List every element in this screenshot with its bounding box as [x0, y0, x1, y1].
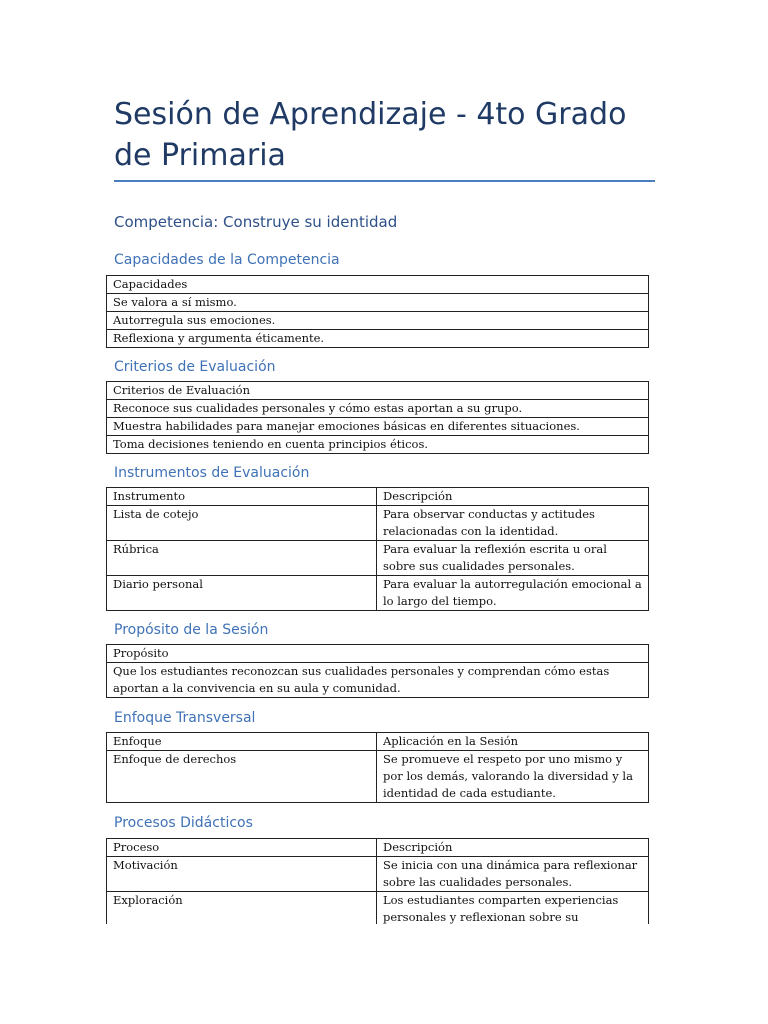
proposito-table [106, 644, 649, 698]
criterios-table [106, 381, 649, 454]
table-header-cell: Aplicación en la Sesión [377, 733, 649, 751]
capacidades-heading: Capacidades de la Competencia [114, 252, 340, 268]
criterios-heading: Criterios de Evaluación [114, 359, 276, 375]
table-cell: Los estudiantes comparten experiencias personales y reflexionan sobre su [377, 892, 649, 925]
table-row [107, 294, 649, 312]
table-cell: Se inicia con una dinámica para reflexionar sobre las cualidades personales. [377, 857, 649, 892]
table-cell: Reflexiona y argumenta éticamente. [107, 330, 649, 348]
table-header-cell: Instrumento [107, 488, 377, 506]
table-cell: Autorregula sus emociones. [107, 312, 649, 330]
table-header-row [107, 276, 649, 294]
table-row [107, 663, 649, 698]
table-header-row [107, 645, 649, 663]
table-header-cell: Enfoque [107, 733, 377, 751]
table-row [107, 857, 649, 892]
table-header-cell: Descripción [377, 488, 649, 506]
enfoque-table [106, 732, 649, 803]
table-cell: Exploración [107, 892, 377, 925]
procesos-heading: Procesos Didácticos [114, 815, 253, 831]
capacidades-table [106, 275, 649, 348]
table-cell: Que los estudiantes reconozcan sus cualidades personales y comprendan cómo estas aportan a la convivencia en su aula y comunidad. [107, 663, 649, 698]
table-cell: Para evaluar la autorregulación emocional a lo largo del tiempo. [377, 576, 649, 611]
table-header-row [107, 839, 649, 857]
procesos-table [106, 838, 649, 924]
table-cell: Para observar conductas y actitudes relacionadas con la identidad. [377, 506, 649, 541]
table-cell: Muestra habilidades para manejar emociones básicas en diferentes situaciones. [107, 418, 649, 436]
enfoque-heading: Enfoque Transversal [114, 710, 256, 726]
table-row [107, 576, 649, 611]
table-row [107, 400, 649, 418]
table-header-cell: Propósito [107, 645, 649, 663]
table-row [107, 892, 649, 925]
table-cell: Se valora a sí mismo. [107, 294, 649, 312]
table-header-cell: Descripción [377, 839, 649, 857]
table-cell: Se promueve el respeto por uno mismo y por los demás, valorando la diversidad y la identidad de cada estudiante. [377, 751, 649, 803]
table-row [107, 330, 649, 348]
document-title: Sesión de Aprendizaje - 4to Grado de Primaria [114, 97, 627, 173]
table-cell: Diario personal [107, 576, 377, 611]
table-cell: Rúbrica [107, 541, 377, 576]
table-row [107, 541, 649, 576]
table-header-cell: Criterios de Evaluación [107, 382, 649, 400]
table-header-cell: Proceso [107, 839, 377, 857]
proposito-heading: Propósito de la Sesión [114, 622, 269, 638]
table-cell: Reconoce sus cualidades personales y cómo estas aportan a su grupo. [107, 400, 649, 418]
table-cell: Toma decisiones teniendo en cuenta principios éticos. [107, 436, 649, 454]
table-cell: Motivación [107, 857, 377, 892]
table-header-cell: Capacidades [107, 276, 649, 294]
table-row [107, 436, 649, 454]
table-cell: Enfoque de derechos [107, 751, 377, 803]
table-cell: Lista de cotejo [107, 506, 377, 541]
instrumentos-heading: Instrumentos de Evaluación [114, 465, 310, 481]
table-row [107, 418, 649, 436]
table-header-row [107, 733, 649, 751]
table-header-row [107, 488, 649, 506]
table-cell: Para evaluar la reflexión escrita u oral sobre sus cualidades personales. [377, 541, 649, 576]
procesos-table-clip [106, 838, 651, 924]
table-header-row [107, 382, 649, 400]
competencia-heading: Competencia: Construye su identidad [114, 213, 398, 231]
title-underline [114, 180, 655, 182]
table-row [107, 506, 649, 541]
table-row [107, 751, 649, 803]
table-row [107, 312, 649, 330]
instrumentos-table [106, 487, 649, 611]
